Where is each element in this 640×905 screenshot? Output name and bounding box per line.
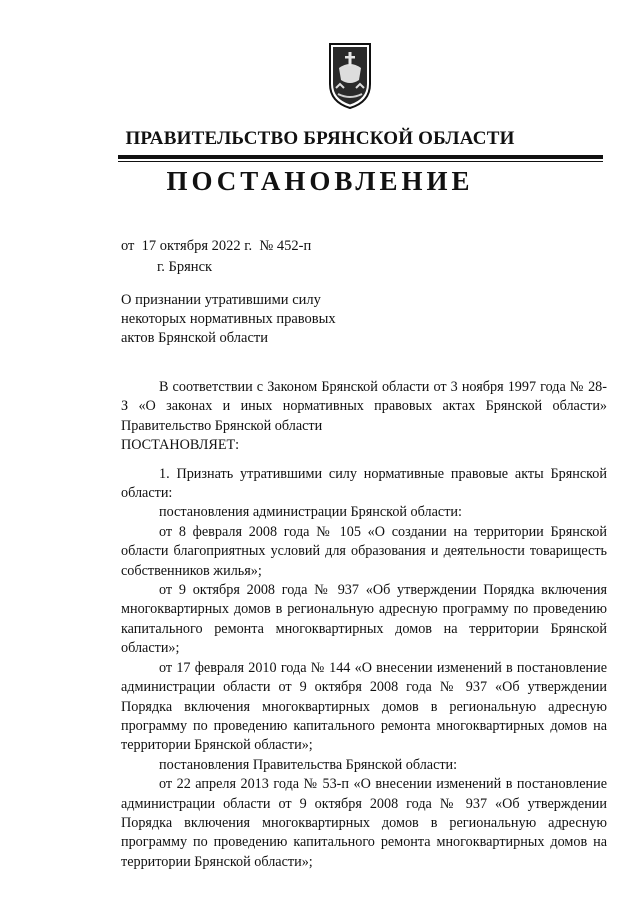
repealed-act-2: от 9 октября 2008 года № 937 «Об утверждении Порядка включения многоквартирных домов в региональную адресную программу по проведению капитального ремонта многоквартирных домов на территории Брянской области»; <box>121 582 607 657</box>
bryansk-coat-of-arms-icon <box>326 40 374 110</box>
document-body <box>121 378 607 872</box>
clause-1: 1. Признать утратившими силу нормативные правовые акты Брянской области: <box>121 465 607 502</box>
document-city: г. Брянск <box>157 259 213 275</box>
header-rule-thick <box>118 155 603 159</box>
government-resolutions-heading: постановления Правительства Брянской области: <box>159 756 458 773</box>
document-subject: О признании утратившими силу некоторых нормативных правовых актов Брянской области <box>121 292 336 346</box>
header-rule-thin <box>118 161 603 162</box>
preamble-paragraph: В соответствии с Законом Брянской области от 3 ноября 1997 года № 28-З «О законах и иных нормативных правовых актах Брянской области» Правительство Брянской области <box>121 379 607 434</box>
admin-resolutions-heading: постановления администрации Брянской области: <box>159 504 462 521</box>
repealed-act-1: от 8 февраля 2008 года № 105 «О создании на территории Брянской области благоприятных условий для образования и деятельности товарищесть собственников жилья»; <box>121 523 607 579</box>
document-type: ПОСТАНОВЛЕНИЕ <box>166 166 474 196</box>
document-date-number: от 17 октября 2022 г. № 452-п <box>121 238 312 254</box>
repealed-act-3: от 17 февраля 2010 года № 144 «О внесении изменений в постановление администрации области от 9 октября 2008 года № 937 «Об утверждении Порядка включения многоквартирных домов в региональную адресную программу по проведению капитального ремонта многоквартирных домов на территории Брянской области»; <box>121 659 607 754</box>
repealed-act-4: от 22 апреля 2013 года № 53-п «О внесении изменений в постановление администрации области от 9 октября 2008 года № 937 «Об утверждении Порядка включения многоквартирных домов в региональную адресную программу по проведению капитального ремонта многоквартирных домов на территории Брянской области»; <box>121 776 607 870</box>
organization-name: ПРАВИТЕЛЬСТВО БРЯНСКОЙ ОБЛАСТИ <box>125 128 515 149</box>
resolves-heading: ПОСТАНОВЛЯЕТ: <box>121 437 240 454</box>
